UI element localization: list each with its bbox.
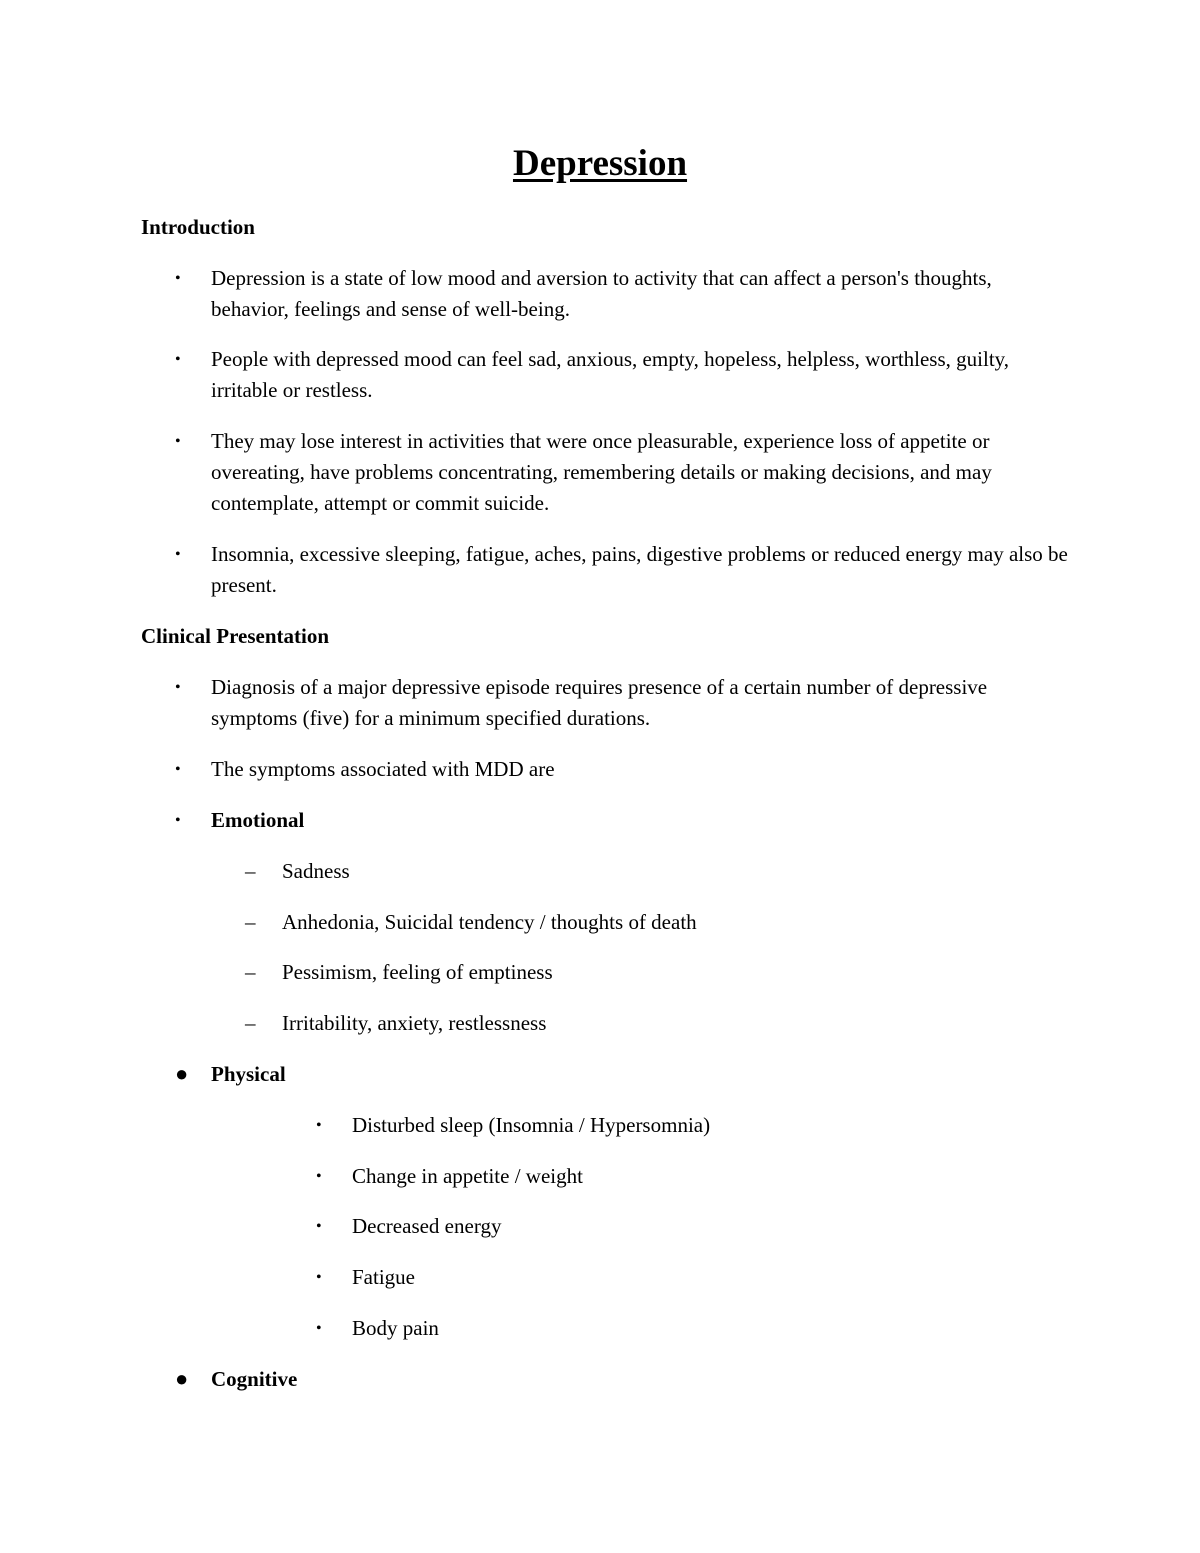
intro-bullet-1-text: Depression is a state of low mood and aversion to activity that can affect a person's thoughts, behavior, feelings and sense of well-being. [211,266,992,321]
bullet-icon: • [316,1168,322,1185]
dash-icon: – [245,859,256,883]
bullet-icon: • [175,761,181,778]
bullet-icon: • [175,351,181,368]
clinical-bullet-1-text: Diagnosis of a major depressive episode requires presence of a certain number of depressive symptoms (five) for a minimum specified durations. [211,675,988,730]
dash-icon: – [245,960,256,984]
cognitive-label-text: Cognitive [211,1367,298,1391]
bullet-icon: • [175,679,181,696]
clinical-bullet-2-text: The symptoms associated with MDD are [211,757,555,781]
physical-item-5-text: Body pain [352,1316,439,1340]
emotional-item-1-text: Sadness [282,859,350,883]
bullet-icon: • [316,1218,322,1235]
physical-item-1-text: Disturbed sleep (Insomnia / Hypersomnia) [352,1113,711,1137]
bullet-icon: ● [175,1366,189,1391]
bullet-icon: • [316,1269,322,1286]
bullet-icon: • [175,812,181,829]
intro-bullet-3-text: They may lose interest in activities that were once pleasurable, experience loss of appetite or overeating, have problems concentrating, remembering details or making decisions, and may contemplate, attempt or commit suicide. [211,429,992,515]
dash-icon: – [245,910,256,934]
physical-item-3-text: Decreased energy [352,1214,502,1238]
emotional-item-2-text: Anhedonia, Suicidal tendency / thoughts of death [282,910,697,934]
bullet-icon: • [316,1117,322,1134]
bullet-icon: • [175,270,181,287]
dash-icon: – [245,1011,256,1035]
physical-label-text: Physical [211,1062,286,1086]
physical-item-2-text: Change in appetite / weight [352,1164,583,1188]
intro-bullet-4-text: Insomnia, excessive sleeping, fatigue, aches, pains, digestive problems or reduced energy may also be present. [211,542,1068,597]
emotional-item-4-text: Irritability, anxiety, restlessness [282,1011,547,1035]
bullet-icon: • [175,433,181,450]
bullet-icon: • [175,546,181,563]
heading-introduction: Introduction [141,215,255,239]
heading-clinical-presentation: Clinical Presentation [141,624,330,648]
bullet-icon: • [316,1320,322,1337]
intro-bullet-2-text: People with depressed mood can feel sad, anxious, empty, hopeless, helpless, worthless, guilty, irritable or restless. [211,347,1010,402]
emotional-item-3-text: Pessimism, feeling of emptiness [282,960,553,984]
document-title: Depression [512,143,688,184]
bullet-icon: ● [175,1061,189,1086]
physical-item-4-text: Fatigue [352,1265,415,1289]
emotional-label-text: Emotional [211,808,305,832]
